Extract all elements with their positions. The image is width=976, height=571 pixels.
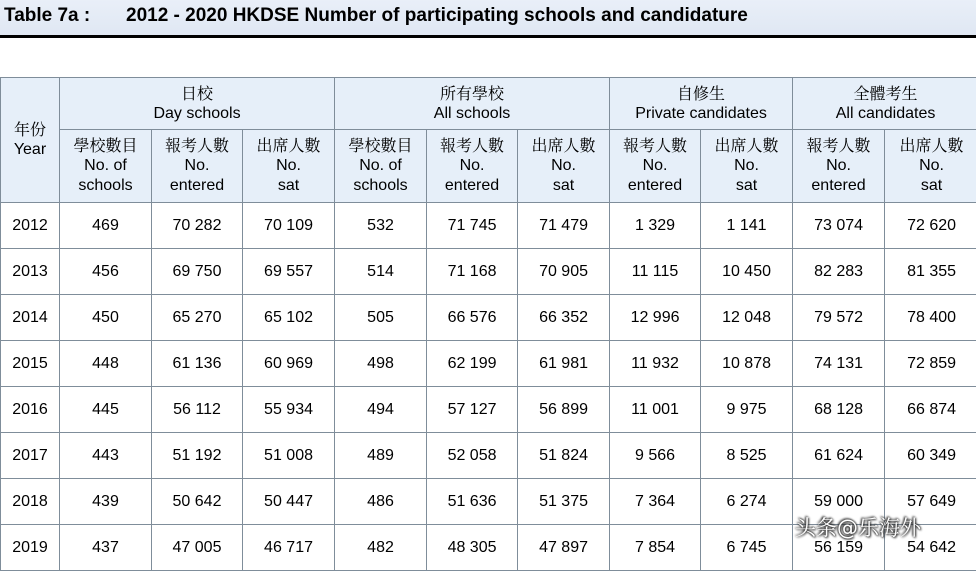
data-cell: 50 642 bbox=[152, 479, 243, 525]
sub-header-sat: 出席人數 No. sat bbox=[701, 130, 793, 203]
data-cell: 498 bbox=[335, 341, 427, 387]
table-title: 2012 - 2020 HKDSE Number of participating schools and candidature bbox=[126, 5, 748, 27]
data-cell: 71 479 bbox=[518, 203, 610, 249]
data-cell: 50 447 bbox=[243, 479, 335, 525]
data-cell: 11 115 bbox=[610, 249, 701, 295]
data-cell: 51 636 bbox=[427, 479, 518, 525]
data-cell: 61 136 bbox=[152, 341, 243, 387]
data-cell: 79 572 bbox=[793, 295, 885, 341]
data-cell: 56 112 bbox=[152, 387, 243, 433]
table-row bbox=[1, 203, 976, 249]
year-cell: 2013 bbox=[1, 249, 60, 295]
data-cell: 456 bbox=[60, 249, 152, 295]
data-cell: 73 074 bbox=[793, 203, 885, 249]
data-cell: 10 450 bbox=[701, 249, 793, 295]
data-cell: 54 642 bbox=[885, 525, 976, 571]
data-cell: 70 905 bbox=[518, 249, 610, 295]
data-cell: 52 058 bbox=[427, 433, 518, 479]
data-cell: 70 282 bbox=[152, 203, 243, 249]
table-row bbox=[1, 295, 976, 341]
group-header-private-candidates: 自修生 Private candidates bbox=[610, 78, 793, 130]
data-cell: 55 934 bbox=[243, 387, 335, 433]
data-cell: 60 969 bbox=[243, 341, 335, 387]
year-cell: 2014 bbox=[1, 295, 60, 341]
sub-header-sat: 出席人數 No. sat bbox=[243, 130, 335, 203]
data-cell: 8 525 bbox=[701, 433, 793, 479]
data-cell: 9 975 bbox=[701, 387, 793, 433]
sub-header-schools: 學校數目 No. of schools bbox=[60, 130, 152, 203]
data-cell: 47 897 bbox=[518, 525, 610, 571]
data-cell: 486 bbox=[335, 479, 427, 525]
data-cell: 494 bbox=[335, 387, 427, 433]
sub-header-sat: 出席人數 No. sat bbox=[518, 130, 610, 203]
data-cell: 72 620 bbox=[885, 203, 976, 249]
data-cell: 437 bbox=[60, 525, 152, 571]
table-row bbox=[1, 387, 976, 433]
data-cell: 1 141 bbox=[701, 203, 793, 249]
data-cell: 51 824 bbox=[518, 433, 610, 479]
data-cell: 71 745 bbox=[427, 203, 518, 249]
data-cell: 72 859 bbox=[885, 341, 976, 387]
data-cell: 48 305 bbox=[427, 525, 518, 571]
data-cell: 46 717 bbox=[243, 525, 335, 571]
sub-header-entered: 報考人數 No. entered bbox=[610, 130, 701, 203]
title-divider bbox=[0, 35, 976, 38]
data-cell: 6 745 bbox=[701, 525, 793, 571]
group-header-day-schools: 日校 Day schools bbox=[60, 78, 335, 130]
data-cell: 514 bbox=[335, 249, 427, 295]
data-cell: 9 566 bbox=[610, 433, 701, 479]
data-cell: 71 168 bbox=[427, 249, 518, 295]
sub-header-schools: 學校數目 No. of schools bbox=[335, 130, 427, 203]
data-cell: 7 364 bbox=[610, 479, 701, 525]
year-cell: 2017 bbox=[1, 433, 60, 479]
table-row bbox=[1, 341, 976, 387]
data-cell: 62 199 bbox=[427, 341, 518, 387]
data-cell: 47 005 bbox=[152, 525, 243, 571]
data-cell: 57 649 bbox=[885, 479, 976, 525]
data-cell: 60 349 bbox=[885, 433, 976, 479]
data-cell: 56 899 bbox=[518, 387, 610, 433]
watermark-text: 头条@乐海外 bbox=[795, 512, 921, 542]
data-cell: 1 329 bbox=[610, 203, 701, 249]
data-cell: 450 bbox=[60, 295, 152, 341]
sub-header-entered: 報考人數 No. entered bbox=[152, 130, 243, 203]
data-cell: 70 109 bbox=[243, 203, 335, 249]
data-cell: 443 bbox=[60, 433, 152, 479]
data-cell: 51 375 bbox=[518, 479, 610, 525]
data-cell: 81 355 bbox=[885, 249, 976, 295]
candidature-table bbox=[0, 77, 976, 571]
data-cell: 66 576 bbox=[427, 295, 518, 341]
data-cell: 505 bbox=[335, 295, 427, 341]
data-cell: 66 352 bbox=[518, 295, 610, 341]
table-row bbox=[1, 433, 976, 479]
data-cell: 439 bbox=[60, 479, 152, 525]
data-cell: 11 932 bbox=[610, 341, 701, 387]
sub-header-entered: 報考人數 No. entered bbox=[427, 130, 518, 203]
table-row bbox=[1, 249, 976, 295]
data-cell: 448 bbox=[60, 341, 152, 387]
data-cell: 6 274 bbox=[701, 479, 793, 525]
data-cell: 61 624 bbox=[793, 433, 885, 479]
year-cell: 2012 bbox=[1, 203, 60, 249]
data-cell: 445 bbox=[60, 387, 152, 433]
data-cell: 532 bbox=[335, 203, 427, 249]
year-header: 年份 Year bbox=[1, 78, 60, 203]
data-cell: 65 270 bbox=[152, 295, 243, 341]
data-cell: 12 048 bbox=[701, 295, 793, 341]
data-cell: 469 bbox=[60, 203, 152, 249]
data-cell: 56 159 bbox=[793, 525, 885, 571]
data-cell: 65 102 bbox=[243, 295, 335, 341]
data-cell: 59 000 bbox=[793, 479, 885, 525]
data-cell: 482 bbox=[335, 525, 427, 571]
data-cell: 12 996 bbox=[610, 295, 701, 341]
data-cell: 78 400 bbox=[885, 295, 976, 341]
year-cell: 2015 bbox=[1, 341, 60, 387]
data-cell: 74 131 bbox=[793, 341, 885, 387]
data-cell: 69 557 bbox=[243, 249, 335, 295]
data-cell: 7 854 bbox=[610, 525, 701, 571]
data-cell: 61 981 bbox=[518, 341, 610, 387]
table-label: Table 7a : bbox=[4, 5, 90, 27]
data-cell: 51 008 bbox=[243, 433, 335, 479]
data-cell: 69 750 bbox=[152, 249, 243, 295]
data-cell: 82 283 bbox=[793, 249, 885, 295]
data-cell: 66 874 bbox=[885, 387, 976, 433]
group-header-all-schools: 所有學校 All schools bbox=[335, 78, 610, 130]
sub-header-row bbox=[1, 130, 976, 203]
data-cell: 51 192 bbox=[152, 433, 243, 479]
data-cell: 10 878 bbox=[701, 341, 793, 387]
data-cell: 11 001 bbox=[610, 387, 701, 433]
group-header-row bbox=[1, 78, 976, 130]
year-cell: 2019 bbox=[1, 525, 60, 571]
data-cell: 57 127 bbox=[427, 387, 518, 433]
year-cell: 2016 bbox=[1, 387, 60, 433]
sub-header-sat: 出席人數 No. sat bbox=[885, 130, 976, 203]
data-cell: 489 bbox=[335, 433, 427, 479]
title-bar bbox=[0, 0, 976, 36]
year-cell: 2018 bbox=[1, 479, 60, 525]
sub-header-entered: 報考人數 No. entered bbox=[793, 130, 885, 203]
group-header-all-candidates: 全體考生 All candidates bbox=[793, 78, 976, 130]
data-cell: 68 128 bbox=[793, 387, 885, 433]
